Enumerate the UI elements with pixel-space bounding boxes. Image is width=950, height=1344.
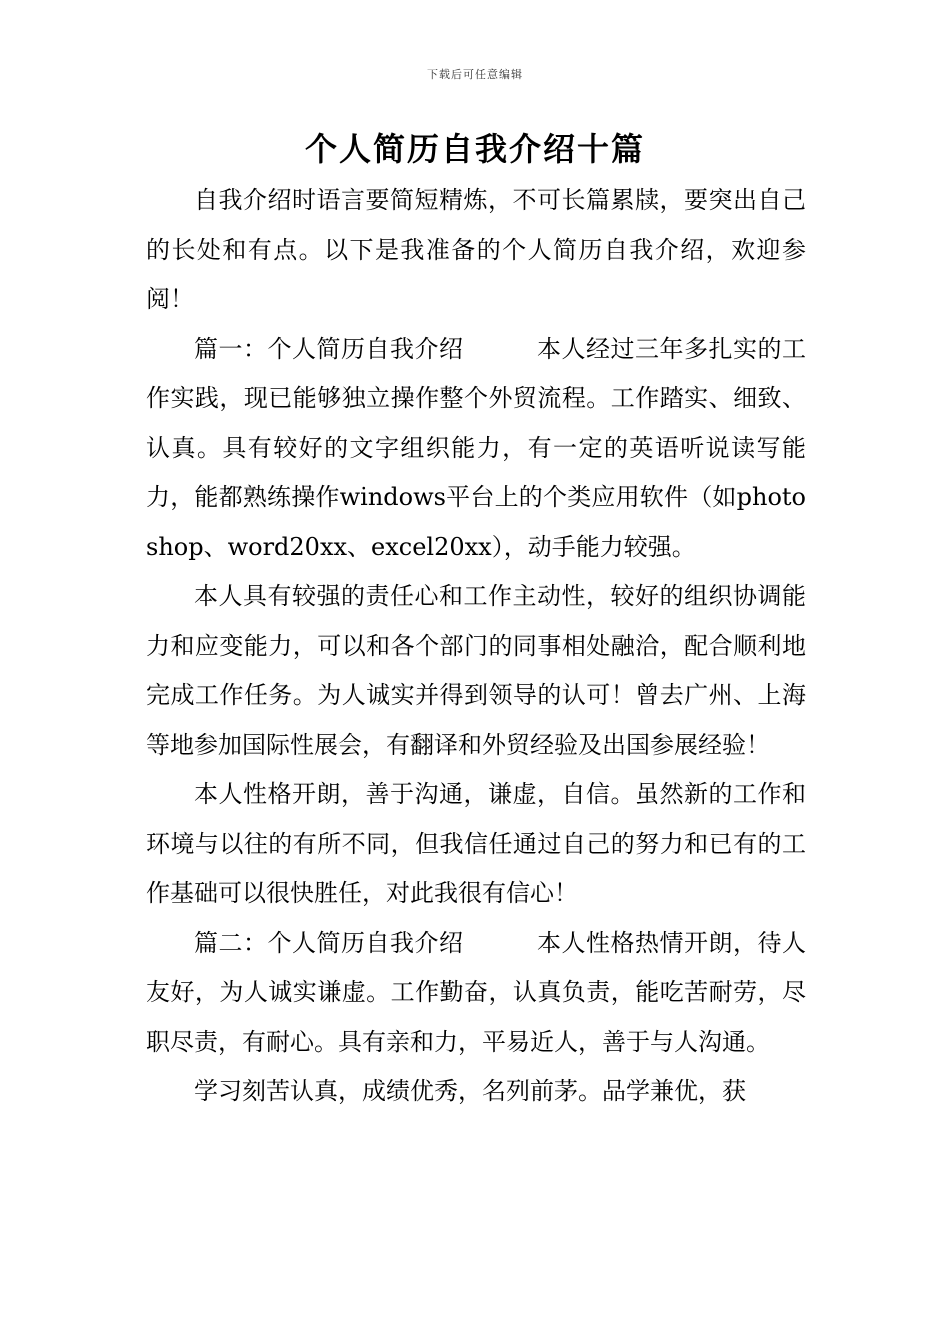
document-title: 个人简历自我介绍十篇: [304, 130, 645, 168]
paragraph-section-two: 篇二：个人简历自我介绍 本人性格热情开朗，待人友好，为人诚实谦虚。工作勤奋，认真负责，能吃苦耐劳，尽职尽责，有耐心。具有亲和力，平易近人，善于与人沟通。: [146, 928, 806, 1056]
paragraph-personality: 本人性格开朗，善于沟通，谦虚，自信。虽然新的工作和环境与以往的有所不同，但我信任通过自己的努力和已有的工作基础可以很快胜任，对此我很有信心！: [146, 780, 806, 907]
header-note: 下载后可任意编辑: [427, 68, 523, 81]
paragraph-study: 学习刻苦认真，成绩优秀，名列前茅。品学兼优，获: [194, 1077, 746, 1105]
paragraph-intro: 自我介绍时语言要简短精炼，不可长篇累牍，要突出自己的长处和有点。以下是我准备的个人简历自我介绍，欢迎参阅！: [146, 186, 806, 313]
paragraph-responsibility: 本人具有较强的责任心和工作主动性，较好的组织协调能力和应变能力，可以和各个部门的同事相处融洽，配合顺利地完成工作任务。为人诚实并得到领导的认可！曾去广州、上海等地参加国际性展会，有翻译和外贸经验及出国参展经验！: [146, 582, 806, 759]
paragraph-section-one: 篇一：个人简历自我介绍 本人经过三年多扎实的工作实践，现已能够独立操作整个外贸流程。工作踏实、细致、认真。具有较好的文字组织能力，有一定的英语听说读写能力，能都熟练操作windows平台上的个类应用软件（如photoshop、word20xx、excel20xx），动手能力较强。: [146, 334, 806, 561]
document-body: [146, 176, 806, 1117]
